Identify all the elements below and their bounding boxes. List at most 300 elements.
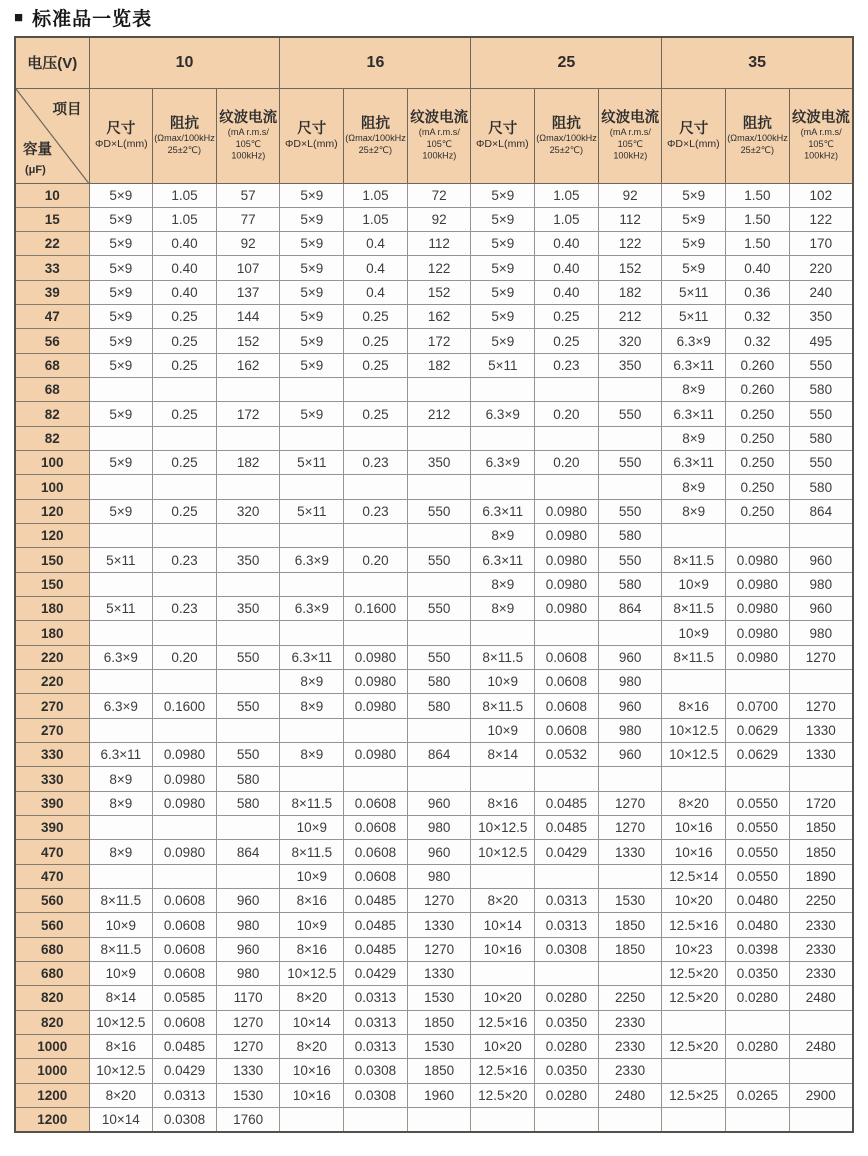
value-cell: 580 — [407, 694, 471, 718]
value-cell — [471, 475, 535, 499]
value-cell: 2330 — [598, 1010, 662, 1034]
capacity-cell: 220 — [15, 670, 89, 694]
value-cell: 8×11.5 — [89, 937, 153, 961]
value-cell — [153, 670, 217, 694]
value-cell: 5×9 — [89, 353, 153, 377]
value-cell: 0.0485 — [535, 791, 599, 815]
value-cell: 0.0485 — [344, 937, 408, 961]
value-cell: 10×12.5 — [662, 718, 726, 742]
value-cell — [280, 1107, 344, 1131]
value-cell — [153, 621, 217, 645]
table-row — [15, 378, 853, 402]
value-cell: 10×9 — [280, 913, 344, 937]
table-row — [15, 621, 853, 645]
value-cell: 0.0280 — [535, 1083, 599, 1107]
value-cell: 0.0980 — [726, 548, 790, 572]
value-cell: 550 — [407, 597, 471, 621]
column-subtitle: ΦD×L(mm) — [667, 137, 721, 150]
column-subtitle: 105℃ 100kHz) — [803, 139, 838, 162]
value-cell: 1.50 — [726, 232, 790, 256]
value-cell: 6.3×11 — [280, 645, 344, 669]
capacity-cell: 180 — [15, 621, 89, 645]
value-cell — [89, 378, 153, 402]
value-cell — [344, 621, 408, 645]
value-cell: 5×11 — [89, 548, 153, 572]
value-cell: 144 — [216, 305, 280, 329]
capacity-cell: 47 — [15, 305, 89, 329]
value-cell: 0.0608 — [535, 718, 599, 742]
value-cell: 137 — [216, 280, 280, 304]
value-cell: 1.50 — [726, 183, 790, 207]
value-cell: 550 — [598, 499, 662, 523]
table-row — [15, 232, 853, 256]
capacity-cell: 560 — [15, 913, 89, 937]
capacity-cell: 1000 — [15, 1059, 89, 1083]
value-cell: 0.23 — [153, 548, 217, 572]
table-row — [15, 524, 853, 548]
value-cell: 864 — [598, 597, 662, 621]
column-title: 尺寸 — [297, 120, 327, 137]
table-row — [15, 207, 853, 231]
table-row — [15, 743, 853, 767]
value-cell: 0.0629 — [726, 743, 790, 767]
value-cell — [407, 1107, 471, 1131]
table-row — [15, 1034, 853, 1058]
value-cell: 1270 — [598, 816, 662, 840]
value-cell — [662, 1107, 726, 1131]
value-cell: 12.5×20 — [471, 1083, 535, 1107]
value-cell: 1850 — [789, 840, 853, 864]
value-cell: 0.0485 — [344, 913, 408, 937]
value-cell: 152 — [407, 280, 471, 304]
value-cell: 0.260 — [726, 353, 790, 377]
value-cell — [535, 962, 599, 986]
value-cell: 5×9 — [89, 329, 153, 353]
value-cell — [407, 426, 471, 450]
value-cell — [598, 864, 662, 888]
table-header — [15, 37, 853, 183]
value-cell: 0.20 — [535, 402, 599, 426]
column-title: 阻抗 — [551, 115, 581, 132]
value-cell — [471, 426, 535, 450]
value-cell: 182 — [216, 451, 280, 475]
value-cell: 580 — [407, 670, 471, 694]
value-cell — [89, 718, 153, 742]
value-cell: 1270 — [407, 937, 471, 961]
value-cell: 495 — [789, 329, 853, 353]
value-cell: 0.0280 — [726, 1034, 790, 1058]
value-cell: 0.0429 — [153, 1059, 217, 1083]
column-subtitle: ΦD×L(mm) — [94, 137, 148, 150]
value-cell: 0.25 — [153, 402, 217, 426]
value-cell — [344, 426, 408, 450]
value-cell: 1330 — [407, 962, 471, 986]
value-cell: 0.0585 — [153, 986, 217, 1010]
value-cell: 10×16 — [471, 937, 535, 961]
value-cell: 2480 — [789, 1034, 853, 1058]
value-cell: 1850 — [598, 913, 662, 937]
value-cell: 0.0280 — [535, 1034, 599, 1058]
value-cell: 0.40 — [153, 256, 217, 280]
capacity-cell: 15 — [15, 207, 89, 231]
value-cell: 0.32 — [726, 305, 790, 329]
value-cell: 580 — [789, 475, 853, 499]
value-cell: 960 — [598, 694, 662, 718]
value-cell: 6.3×9 — [471, 402, 535, 426]
value-cell — [344, 718, 408, 742]
value-cell: 10×12.5 — [89, 1010, 153, 1034]
value-cell — [89, 426, 153, 450]
table-row — [15, 353, 853, 377]
value-cell: 1330 — [216, 1059, 280, 1083]
value-cell: 2330 — [598, 1059, 662, 1083]
value-cell: 6.3×9 — [471, 451, 535, 475]
value-cell: 0.1600 — [344, 597, 408, 621]
capacity-cell: 120 — [15, 524, 89, 548]
table-row — [15, 548, 853, 572]
value-cell: 5×9 — [89, 402, 153, 426]
value-cell: 350 — [216, 597, 280, 621]
table-body — [15, 183, 853, 1132]
value-cell: 8×11.5 — [662, 597, 726, 621]
value-cell: 5×9 — [89, 499, 153, 523]
value-cell: 8×20 — [662, 791, 726, 815]
voltage-label-cell — [15, 37, 89, 88]
value-cell: 0.0608 — [153, 913, 217, 937]
column-subtitle: (Ωmax/100kHz — [536, 132, 597, 144]
value-cell: 960 — [216, 937, 280, 961]
value-cell: 72 — [407, 183, 471, 207]
value-cell: 960 — [789, 597, 853, 621]
value-cell: 8×16 — [662, 694, 726, 718]
value-cell — [280, 718, 344, 742]
value-cell: 5×9 — [471, 183, 535, 207]
value-cell: 172 — [407, 329, 471, 353]
value-cell: 2330 — [789, 913, 853, 937]
value-cell — [789, 670, 853, 694]
value-cell: 980 — [407, 816, 471, 840]
column-header — [407, 88, 471, 183]
value-cell: 0.0980 — [153, 840, 217, 864]
value-cell: 0.0608 — [535, 694, 599, 718]
value-cell — [280, 475, 344, 499]
value-cell — [726, 1059, 790, 1083]
value-cell — [344, 572, 408, 596]
value-cell — [216, 378, 280, 402]
value-cell: 960 — [407, 791, 471, 815]
value-cell — [216, 718, 280, 742]
value-cell: 5×11 — [471, 353, 535, 377]
capacity-cell: 390 — [15, 791, 89, 815]
value-cell: 12.5×20 — [662, 962, 726, 986]
value-cell: 5×11 — [280, 499, 344, 523]
value-cell: 6.3×11 — [471, 548, 535, 572]
page-title-text: 标准品一览表 — [32, 8, 153, 30]
value-cell — [216, 426, 280, 450]
value-cell: 980 — [407, 864, 471, 888]
value-cell: 550 — [407, 645, 471, 669]
value-cell: 122 — [789, 207, 853, 231]
column-subtitle: (mA r.m.s/ — [418, 126, 460, 138]
value-cell: 0.40 — [535, 280, 599, 304]
page-title — [14, 2, 152, 32]
capacity-cell: 39 — [15, 280, 89, 304]
capacity-cell: 180 — [15, 597, 89, 621]
value-cell: 580 — [598, 572, 662, 596]
value-cell: 8×9 — [471, 524, 535, 548]
value-cell: 10×14 — [471, 913, 535, 937]
value-cell: 12.5×16 — [662, 913, 726, 937]
value-cell: 10×23 — [662, 937, 726, 961]
value-cell: 8×20 — [280, 986, 344, 1010]
value-cell: 0.0980 — [535, 572, 599, 596]
value-cell — [407, 572, 471, 596]
value-cell: 112 — [598, 207, 662, 231]
value-cell: 0.25 — [153, 499, 217, 523]
subheader-row — [15, 88, 853, 183]
value-cell — [89, 864, 153, 888]
value-cell — [153, 378, 217, 402]
value-cell: 5×9 — [471, 305, 535, 329]
value-cell: 182 — [598, 280, 662, 304]
value-cell: 0.4 — [344, 232, 408, 256]
value-cell: 5×9 — [471, 329, 535, 353]
column-subtitle: 25±2℃) — [549, 144, 584, 156]
value-cell: 102 — [789, 183, 853, 207]
table-row — [15, 767, 853, 791]
value-cell: 12.5×20 — [662, 986, 726, 1010]
column-title: 纹波电流 — [410, 109, 469, 126]
value-cell: 0.0608 — [153, 1010, 217, 1034]
value-cell: 10×20 — [471, 986, 535, 1010]
value-cell: 5×9 — [280, 353, 344, 377]
value-cell — [598, 962, 662, 986]
value-cell: 350 — [598, 353, 662, 377]
value-cell — [471, 864, 535, 888]
value-cell: 0.0608 — [153, 937, 217, 961]
value-cell: 0.0980 — [344, 743, 408, 767]
value-cell: 0.0485 — [344, 889, 408, 913]
table-row — [15, 694, 853, 718]
value-cell — [407, 524, 471, 548]
value-cell: 1.05 — [344, 207, 408, 231]
value-cell: 0.0429 — [344, 962, 408, 986]
value-cell: 0.0429 — [535, 840, 599, 864]
value-cell — [89, 621, 153, 645]
column-title: 纹波电流 — [601, 109, 660, 126]
value-cell — [153, 816, 217, 840]
value-cell: 0.25 — [153, 329, 217, 353]
column-subtitle: (mA r.m.s/ — [800, 126, 842, 138]
value-cell: 10×9 — [471, 670, 535, 694]
value-cell: 0.32 — [726, 329, 790, 353]
table-row — [15, 718, 853, 742]
table-row — [15, 840, 853, 864]
value-cell: 0.0980 — [344, 645, 408, 669]
value-cell — [535, 378, 599, 402]
value-cell: 2480 — [598, 1083, 662, 1107]
value-cell: 864 — [407, 743, 471, 767]
value-cell: 10×14 — [280, 1010, 344, 1034]
value-cell: 8×11.5 — [471, 645, 535, 669]
column-subtitle: ΦD×L(mm) — [476, 137, 530, 150]
capacity-cell: 680 — [15, 962, 89, 986]
value-cell: 10×9 — [662, 572, 726, 596]
value-cell: 0.25 — [153, 305, 217, 329]
value-cell: 152 — [216, 329, 280, 353]
value-cell: 1270 — [216, 1010, 280, 1034]
table-row — [15, 962, 853, 986]
value-cell — [407, 475, 471, 499]
value-cell: 0.0308 — [344, 1083, 408, 1107]
value-cell: 1890 — [789, 864, 853, 888]
value-cell: 5×11 — [89, 597, 153, 621]
value-cell: 1850 — [407, 1059, 471, 1083]
value-cell: 550 — [216, 743, 280, 767]
value-cell: 8×9 — [89, 767, 153, 791]
value-cell: 0.0313 — [344, 1010, 408, 1034]
value-cell: 0.0980 — [153, 791, 217, 815]
capacity-cell: 560 — [15, 889, 89, 913]
value-cell — [598, 621, 662, 645]
value-cell: 220 — [789, 256, 853, 280]
value-cell: 240 — [789, 280, 853, 304]
value-cell: 0.0608 — [153, 889, 217, 913]
value-cell — [726, 1010, 790, 1034]
table-row — [15, 864, 853, 888]
value-cell — [535, 621, 599, 645]
column-subtitle: 105℃ 100kHz) — [613, 139, 648, 162]
value-cell: 0.250 — [726, 475, 790, 499]
value-cell: 8×16 — [280, 937, 344, 961]
value-cell: 6.3×9 — [280, 548, 344, 572]
value-cell — [471, 962, 535, 986]
capacity-cell: 150 — [15, 548, 89, 572]
value-cell: 0.0608 — [535, 670, 599, 694]
value-cell: 0.260 — [726, 378, 790, 402]
table-row — [15, 1083, 853, 1107]
value-cell: 0.0980 — [726, 621, 790, 645]
value-cell: 57 — [216, 183, 280, 207]
value-cell: 10×16 — [662, 816, 726, 840]
value-cell: 1760 — [216, 1107, 280, 1131]
value-cell — [89, 572, 153, 596]
capacity-unit-label: (μF) — [25, 163, 46, 176]
value-cell: 6.3×11 — [471, 499, 535, 523]
value-cell: 8×9 — [662, 475, 726, 499]
value-cell: 960 — [789, 548, 853, 572]
column-subtitle: (Ωmax/100kHz — [345, 132, 406, 144]
value-cell: 0.0480 — [726, 889, 790, 913]
value-cell: 10×9 — [662, 621, 726, 645]
capacity-cell: 820 — [15, 1010, 89, 1034]
value-cell: 550 — [789, 353, 853, 377]
capacity-cell: 330 — [15, 743, 89, 767]
value-cell: 5×9 — [662, 207, 726, 231]
value-cell — [535, 475, 599, 499]
value-cell: 580 — [598, 524, 662, 548]
value-cell — [598, 426, 662, 450]
table-row — [15, 1107, 853, 1131]
value-cell: 980 — [216, 913, 280, 937]
capacity-cell: 68 — [15, 353, 89, 377]
capacity-cell: 150 — [15, 572, 89, 596]
value-cell — [407, 767, 471, 791]
value-cell: 0.250 — [726, 499, 790, 523]
value-cell: 5×9 — [89, 256, 153, 280]
value-cell: 8×16 — [280, 889, 344, 913]
value-cell: 0.0980 — [535, 524, 599, 548]
value-cell: 0.20 — [535, 451, 599, 475]
value-cell: 12.5×16 — [471, 1059, 535, 1083]
value-cell — [153, 524, 217, 548]
column-title: 尺寸 — [488, 120, 518, 137]
value-cell: 1.05 — [153, 183, 217, 207]
column-title: 阻抗 — [360, 115, 390, 132]
value-cell: 0.0280 — [726, 986, 790, 1010]
value-cell: 0.0480 — [726, 913, 790, 937]
value-cell: 8×11.5 — [280, 840, 344, 864]
value-cell: 5×9 — [471, 207, 535, 231]
value-cell — [89, 475, 153, 499]
value-cell: 2480 — [789, 986, 853, 1010]
value-cell: 8×9 — [89, 840, 153, 864]
value-cell: 5×9 — [89, 451, 153, 475]
capacity-cell: 56 — [15, 329, 89, 353]
value-cell: 0.40 — [153, 280, 217, 304]
value-cell: 0.23 — [344, 499, 408, 523]
standard-products-table — [14, 36, 854, 1133]
value-cell: 10×12.5 — [662, 743, 726, 767]
value-cell: 1270 — [407, 889, 471, 913]
value-cell: 2330 — [789, 962, 853, 986]
capacity-cell: 680 — [15, 937, 89, 961]
value-cell: 77 — [216, 207, 280, 231]
value-cell — [153, 718, 217, 742]
value-cell: 550 — [407, 548, 471, 572]
capacity-label: 容量 — [23, 141, 52, 158]
item-label: 项目 — [52, 101, 82, 118]
table-row — [15, 670, 853, 694]
value-cell: 580 — [216, 767, 280, 791]
value-cell: 0.40 — [535, 232, 599, 256]
capacity-cell: 10 — [15, 183, 89, 207]
value-cell — [153, 475, 217, 499]
value-cell: 0.0350 — [535, 1059, 599, 1083]
value-cell: 8×11.5 — [89, 889, 153, 913]
value-cell: 1720 — [789, 791, 853, 815]
value-cell: 0.0980 — [344, 694, 408, 718]
value-cell: 0.0313 — [344, 986, 408, 1010]
value-cell: 10×9 — [471, 718, 535, 742]
value-cell: 10×12.5 — [471, 816, 535, 840]
value-cell: 0.0980 — [726, 645, 790, 669]
voltage-group-header — [89, 37, 280, 88]
table-row — [15, 329, 853, 353]
value-cell: 0.0700 — [726, 694, 790, 718]
value-cell: 5×9 — [280, 183, 344, 207]
value-cell: 8×9 — [471, 572, 535, 596]
value-cell: 0.25 — [535, 305, 599, 329]
value-cell: 980 — [598, 718, 662, 742]
value-cell — [280, 378, 344, 402]
value-cell: 1530 — [216, 1083, 280, 1107]
value-cell: 162 — [216, 353, 280, 377]
column-title: 纹波电流 — [791, 109, 850, 126]
value-cell: 0.40 — [535, 256, 599, 280]
value-cell: 864 — [789, 499, 853, 523]
value-cell: 0.1600 — [153, 694, 217, 718]
